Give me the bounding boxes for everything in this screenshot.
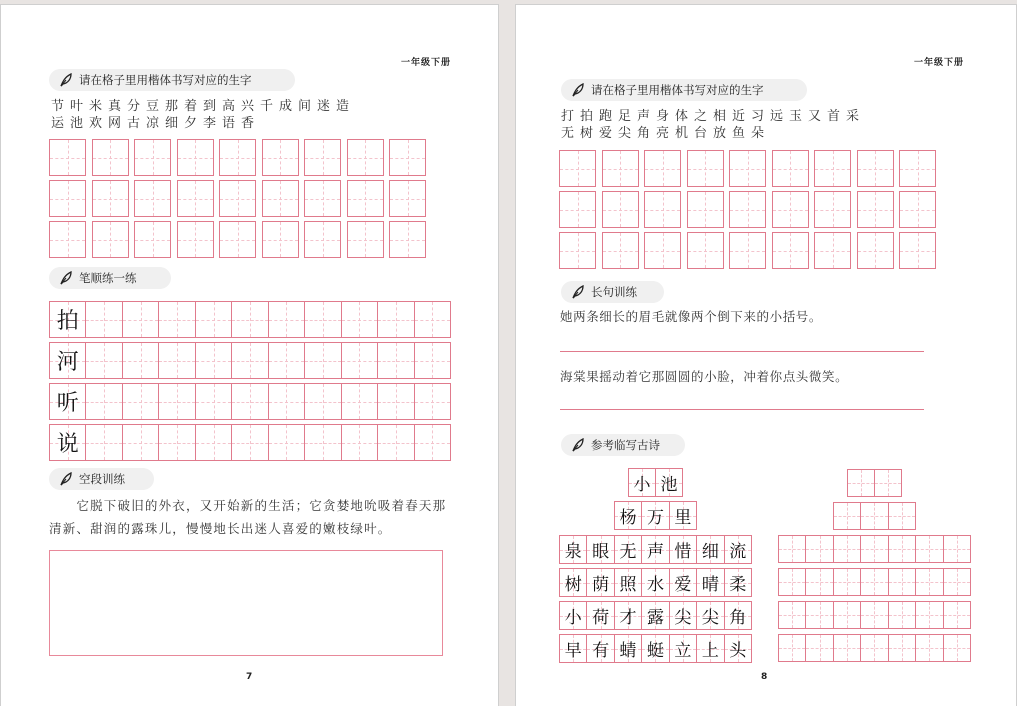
practice-cell[interactable] bbox=[889, 635, 916, 661]
writing-cell[interactable] bbox=[219, 139, 256, 176]
section-title-poem bbox=[561, 434, 685, 456]
section-title-text: 参考临写古诗 bbox=[591, 438, 660, 452]
practice-cell[interactable] bbox=[269, 425, 305, 460]
practice-cell[interactable] bbox=[342, 425, 378, 460]
practice-cell[interactable] bbox=[944, 602, 970, 628]
writing-cell[interactable] bbox=[602, 191, 639, 228]
writing-cell[interactable] bbox=[644, 191, 681, 228]
poem-char: 树 bbox=[560, 569, 587, 596]
practice-cell[interactable] bbox=[196, 425, 232, 460]
poem-char: 小 bbox=[560, 602, 587, 629]
writing-cell[interactable] bbox=[262, 180, 299, 217]
poem-char: 眼 bbox=[587, 536, 614, 563]
practice-cell[interactable] bbox=[415, 302, 450, 337]
poem-char: 池 bbox=[656, 469, 682, 496]
writing-cell[interactable] bbox=[559, 191, 596, 228]
section-title-long-sentence bbox=[561, 281, 664, 303]
writing-cell[interactable] bbox=[304, 180, 341, 217]
writing-cell[interactable] bbox=[602, 150, 639, 187]
writing-cell[interactable] bbox=[347, 139, 384, 176]
poem-char: 里 bbox=[670, 502, 696, 529]
practice-cell[interactable] bbox=[196, 302, 232, 337]
char-list bbox=[561, 108, 865, 142]
practice-cell[interactable] bbox=[415, 343, 450, 378]
practice-cell[interactable] bbox=[123, 302, 159, 337]
section-title-paragraph bbox=[49, 468, 154, 490]
writing-cell[interactable] bbox=[729, 232, 766, 269]
writing-cell[interactable] bbox=[262, 139, 299, 176]
practice-cell[interactable] bbox=[123, 425, 159, 460]
stroke-practice-row bbox=[49, 301, 451, 338]
leaf-icon bbox=[59, 472, 73, 486]
writing-cell[interactable] bbox=[304, 221, 341, 258]
practice-cell[interactable] bbox=[305, 425, 341, 460]
stroke-model-char: 拍 bbox=[50, 302, 86, 337]
poem-char: 惜 bbox=[670, 536, 697, 563]
writing-cell[interactable] bbox=[899, 191, 936, 228]
writing-cell[interactable] bbox=[262, 221, 299, 258]
writing-cell[interactable] bbox=[729, 191, 766, 228]
poem-char: 荷 bbox=[587, 602, 614, 629]
writing-cell[interactable] bbox=[687, 191, 724, 228]
writing-grid bbox=[559, 150, 936, 269]
poem-char: 早 bbox=[560, 635, 587, 662]
sentence-1: 她两条细长的眉毛就像两个倒下来的小括号。 bbox=[560, 309, 823, 324]
poem-char: 有 bbox=[587, 635, 614, 662]
section-title-text: 请在格子里用楷体书写对应的生字 bbox=[79, 73, 252, 87]
sentence-writing-line-1[interactable] bbox=[560, 351, 924, 352]
practice-cell[interactable] bbox=[159, 302, 195, 337]
sentence-writing-line-2[interactable] bbox=[560, 409, 924, 410]
poem-char: 照 bbox=[615, 569, 642, 596]
writing-cell[interactable] bbox=[92, 139, 129, 176]
writing-cell[interactable] bbox=[49, 221, 86, 258]
writing-cell[interactable] bbox=[857, 232, 894, 269]
poem-char: 荫 bbox=[587, 569, 614, 596]
char-list bbox=[51, 98, 355, 132]
practice-cell[interactable] bbox=[378, 343, 414, 378]
leaf-icon bbox=[571, 285, 585, 299]
practice-cell[interactable] bbox=[269, 384, 305, 419]
practice-cell[interactable] bbox=[861, 635, 888, 661]
practice-cell[interactable] bbox=[86, 302, 122, 337]
practice-cell[interactable] bbox=[232, 384, 268, 419]
section-title-stroke-practice bbox=[49, 267, 171, 289]
writing-cell[interactable] bbox=[899, 150, 936, 187]
document-page-7 bbox=[0, 4, 499, 706]
practice-cell[interactable] bbox=[806, 569, 833, 595]
section-title-write-chars bbox=[49, 69, 295, 91]
practice-cell[interactable] bbox=[159, 384, 195, 419]
practice-cell[interactable] bbox=[944, 536, 970, 562]
writing-cell[interactable] bbox=[899, 232, 936, 269]
writing-cell[interactable] bbox=[772, 232, 809, 269]
practice-cell[interactable] bbox=[848, 470, 875, 496]
practice-cell[interactable] bbox=[806, 602, 833, 628]
practice-cell[interactable] bbox=[378, 425, 414, 460]
poem-char: 流 bbox=[725, 536, 751, 563]
poem-char: 才 bbox=[615, 602, 642, 629]
writing-cell[interactable] bbox=[49, 180, 86, 217]
writing-cell[interactable] bbox=[772, 150, 809, 187]
writing-cell[interactable] bbox=[772, 191, 809, 228]
char-list-line-2: 无树爱尖角亮机台放鱼朵 bbox=[561, 126, 771, 141]
practice-cell[interactable] bbox=[86, 425, 122, 460]
practice-cell[interactable] bbox=[806, 536, 833, 562]
leaf-icon bbox=[571, 83, 585, 97]
practice-cell[interactable] bbox=[342, 384, 378, 419]
practice-cell[interactable] bbox=[861, 536, 888, 562]
practice-cell[interactable] bbox=[123, 384, 159, 419]
practice-cell[interactable] bbox=[806, 635, 833, 661]
writing-cell[interactable] bbox=[602, 232, 639, 269]
practice-cell[interactable] bbox=[889, 536, 916, 562]
practice-cell[interactable] bbox=[861, 569, 888, 595]
poem-author-row bbox=[614, 501, 697, 530]
poem-practice-row bbox=[778, 601, 971, 629]
writing-cell[interactable] bbox=[857, 150, 894, 187]
practice-cell[interactable] bbox=[834, 536, 861, 562]
practice-cell[interactable] bbox=[269, 302, 305, 337]
writing-cell[interactable] bbox=[304, 139, 341, 176]
writing-cell[interactable] bbox=[134, 180, 171, 217]
poem-char: 杨 bbox=[615, 502, 642, 529]
poem-char: 声 bbox=[642, 536, 669, 563]
poem-char: 露 bbox=[642, 602, 669, 629]
writing-cell[interactable] bbox=[559, 232, 596, 269]
poem-char: 万 bbox=[642, 502, 669, 529]
writing-grid bbox=[49, 139, 426, 258]
practice-cell[interactable] bbox=[861, 503, 888, 529]
writing-cell[interactable] bbox=[814, 232, 851, 269]
writing-cell[interactable] bbox=[177, 221, 214, 258]
poem-char: 蜻 bbox=[615, 635, 642, 662]
practice-cell[interactable] bbox=[916, 602, 943, 628]
poem-line-row bbox=[559, 535, 752, 564]
stroke-model-char: 河 bbox=[50, 343, 86, 378]
practice-cell[interactable] bbox=[305, 343, 341, 378]
practice-cell[interactable] bbox=[269, 343, 305, 378]
char-list-line-1: 节叶米真分豆那着到高兴千成间迷造 bbox=[51, 99, 356, 114]
practice-cell[interactable] bbox=[834, 602, 861, 628]
writing-cell[interactable] bbox=[644, 232, 681, 269]
page-number: 8 bbox=[761, 672, 768, 682]
practice-cell[interactable] bbox=[889, 569, 916, 595]
practice-cell[interactable] bbox=[415, 425, 450, 460]
poem-char: 水 bbox=[642, 569, 669, 596]
poem-practice-row bbox=[778, 568, 971, 596]
practice-cell[interactable] bbox=[232, 425, 268, 460]
writing-cell[interactable] bbox=[559, 150, 596, 187]
writing-cell[interactable] bbox=[92, 180, 129, 217]
poem-practice-row bbox=[778, 634, 971, 662]
writing-cell[interactable] bbox=[389, 139, 426, 176]
practice-cell[interactable] bbox=[779, 635, 806, 661]
section-title-text: 长句训练 bbox=[591, 285, 637, 299]
poem-char: 细 bbox=[697, 536, 724, 563]
char-list-line-2: 运池欢网古凉细夕李语香 bbox=[51, 116, 261, 131]
practice-cell[interactable] bbox=[159, 425, 195, 460]
writing-cell[interactable] bbox=[644, 150, 681, 187]
practice-cell[interactable] bbox=[834, 569, 861, 595]
writing-cell[interactable] bbox=[729, 150, 766, 187]
writing-cell[interactable] bbox=[219, 180, 256, 217]
writing-cell[interactable] bbox=[92, 221, 129, 258]
practice-cell[interactable] bbox=[232, 302, 268, 337]
document-page-8 bbox=[515, 4, 1017, 706]
poem-practice-title-row[interactable] bbox=[847, 469, 902, 497]
practice-cell[interactable] bbox=[889, 503, 915, 529]
practice-cell[interactable] bbox=[378, 302, 414, 337]
practice-cell[interactable] bbox=[415, 384, 450, 419]
practice-cell[interactable] bbox=[342, 343, 378, 378]
practice-cell[interactable] bbox=[159, 343, 195, 378]
writing-cell[interactable] bbox=[347, 221, 384, 258]
poem-char: 头 bbox=[725, 635, 751, 662]
poem-line-row bbox=[559, 568, 752, 597]
poem-char: 尖 bbox=[697, 602, 724, 629]
section-title-text: 请在格子里用楷体书写对应的生字 bbox=[591, 83, 764, 97]
writing-cell[interactable] bbox=[177, 180, 214, 217]
leaf-icon bbox=[571, 438, 585, 452]
practice-cell[interactable] bbox=[232, 343, 268, 378]
section-title-text: 空段训练 bbox=[79, 472, 125, 486]
stroke-practice-row bbox=[49, 342, 451, 379]
writing-cell[interactable] bbox=[687, 150, 724, 187]
poem-char: 立 bbox=[670, 635, 697, 662]
poem-char: 蜓 bbox=[642, 635, 669, 662]
writing-cell[interactable] bbox=[219, 221, 256, 258]
writing-cell[interactable] bbox=[814, 150, 851, 187]
practice-cell[interactable] bbox=[196, 384, 232, 419]
practice-cell[interactable] bbox=[196, 343, 232, 378]
practice-cell[interactable] bbox=[916, 569, 943, 595]
leaf-icon bbox=[59, 271, 73, 285]
practice-cell[interactable] bbox=[916, 536, 943, 562]
practice-cell[interactable] bbox=[834, 635, 861, 661]
poem-practice-row bbox=[778, 535, 971, 563]
poem-line-row bbox=[559, 601, 752, 630]
poem-char: 尖 bbox=[670, 602, 697, 629]
poem-char: 柔 bbox=[725, 569, 751, 596]
poem-char: 上 bbox=[697, 635, 724, 662]
writing-cell[interactable] bbox=[389, 221, 426, 258]
page-number: 7 bbox=[246, 672, 253, 682]
writing-cell[interactable] bbox=[49, 139, 86, 176]
stroke-model-char: 说 bbox=[50, 425, 86, 460]
practice-cell[interactable] bbox=[944, 569, 970, 595]
practice-cell[interactable] bbox=[86, 384, 122, 419]
paragraph-text: 它脱下破旧的外衣，又开始新的生活；它贪婪地吮吸着春天那清新、甜润的露珠儿，慢慢地长出迷人喜爱的嫩枝绿叶。 bbox=[49, 498, 447, 536]
writing-cell[interactable] bbox=[134, 221, 171, 258]
writing-cell[interactable] bbox=[177, 139, 214, 176]
section-title-write-chars bbox=[561, 79, 807, 101]
poem-char: 晴 bbox=[697, 569, 724, 596]
practice-cell[interactable] bbox=[834, 503, 861, 529]
sentence-2: 海棠果摇动着它那圆圆的小脸，冲着你点头微笑。 bbox=[560, 369, 849, 384]
poem-char: 无 bbox=[615, 536, 642, 563]
grade-header: 一年级下册 bbox=[401, 58, 452, 68]
poem-char: 泉 bbox=[560, 536, 587, 563]
writing-cell[interactable] bbox=[857, 191, 894, 228]
practice-cell[interactable] bbox=[861, 602, 888, 628]
stroke-practice-row bbox=[49, 424, 451, 461]
practice-cell[interactable] bbox=[378, 384, 414, 419]
practice-cell[interactable] bbox=[305, 384, 341, 419]
writing-cell[interactable] bbox=[687, 232, 724, 269]
stroke-practice-row bbox=[49, 383, 451, 420]
writing-cell[interactable] bbox=[347, 180, 384, 217]
writing-cell[interactable] bbox=[134, 139, 171, 176]
grade-header: 一年级下册 bbox=[914, 58, 965, 68]
practice-cell[interactable] bbox=[916, 635, 943, 661]
practice-cell[interactable] bbox=[944, 635, 970, 661]
practice-cell[interactable] bbox=[889, 602, 916, 628]
poem-practice-author-row[interactable] bbox=[833, 502, 916, 530]
writing-cell[interactable] bbox=[814, 191, 851, 228]
practice-cell[interactable] bbox=[305, 302, 341, 337]
practice-cell[interactable] bbox=[779, 569, 806, 595]
leaf-icon bbox=[59, 73, 73, 87]
poem-title-row bbox=[628, 468, 683, 497]
practice-cell[interactable] bbox=[875, 470, 901, 496]
practice-cell[interactable] bbox=[123, 343, 159, 378]
char-list-line-1: 打拍跑足声身体之相近习远玉又首采 bbox=[561, 109, 866, 124]
stroke-model-char: 听 bbox=[50, 384, 86, 419]
practice-cell[interactable] bbox=[342, 302, 378, 337]
paragraph-writing-box[interactable] bbox=[49, 550, 443, 656]
poem-line-row bbox=[559, 634, 752, 663]
section-title-text: 笔顺练一练 bbox=[79, 271, 137, 285]
practice-cell[interactable] bbox=[86, 343, 122, 378]
writing-cell[interactable] bbox=[389, 180, 426, 217]
poem-char: 小 bbox=[629, 469, 656, 496]
practice-cell[interactable] bbox=[779, 536, 806, 562]
practice-cell[interactable] bbox=[779, 602, 806, 628]
poem-char: 爱 bbox=[670, 569, 697, 596]
poem-char: 角 bbox=[725, 602, 751, 629]
